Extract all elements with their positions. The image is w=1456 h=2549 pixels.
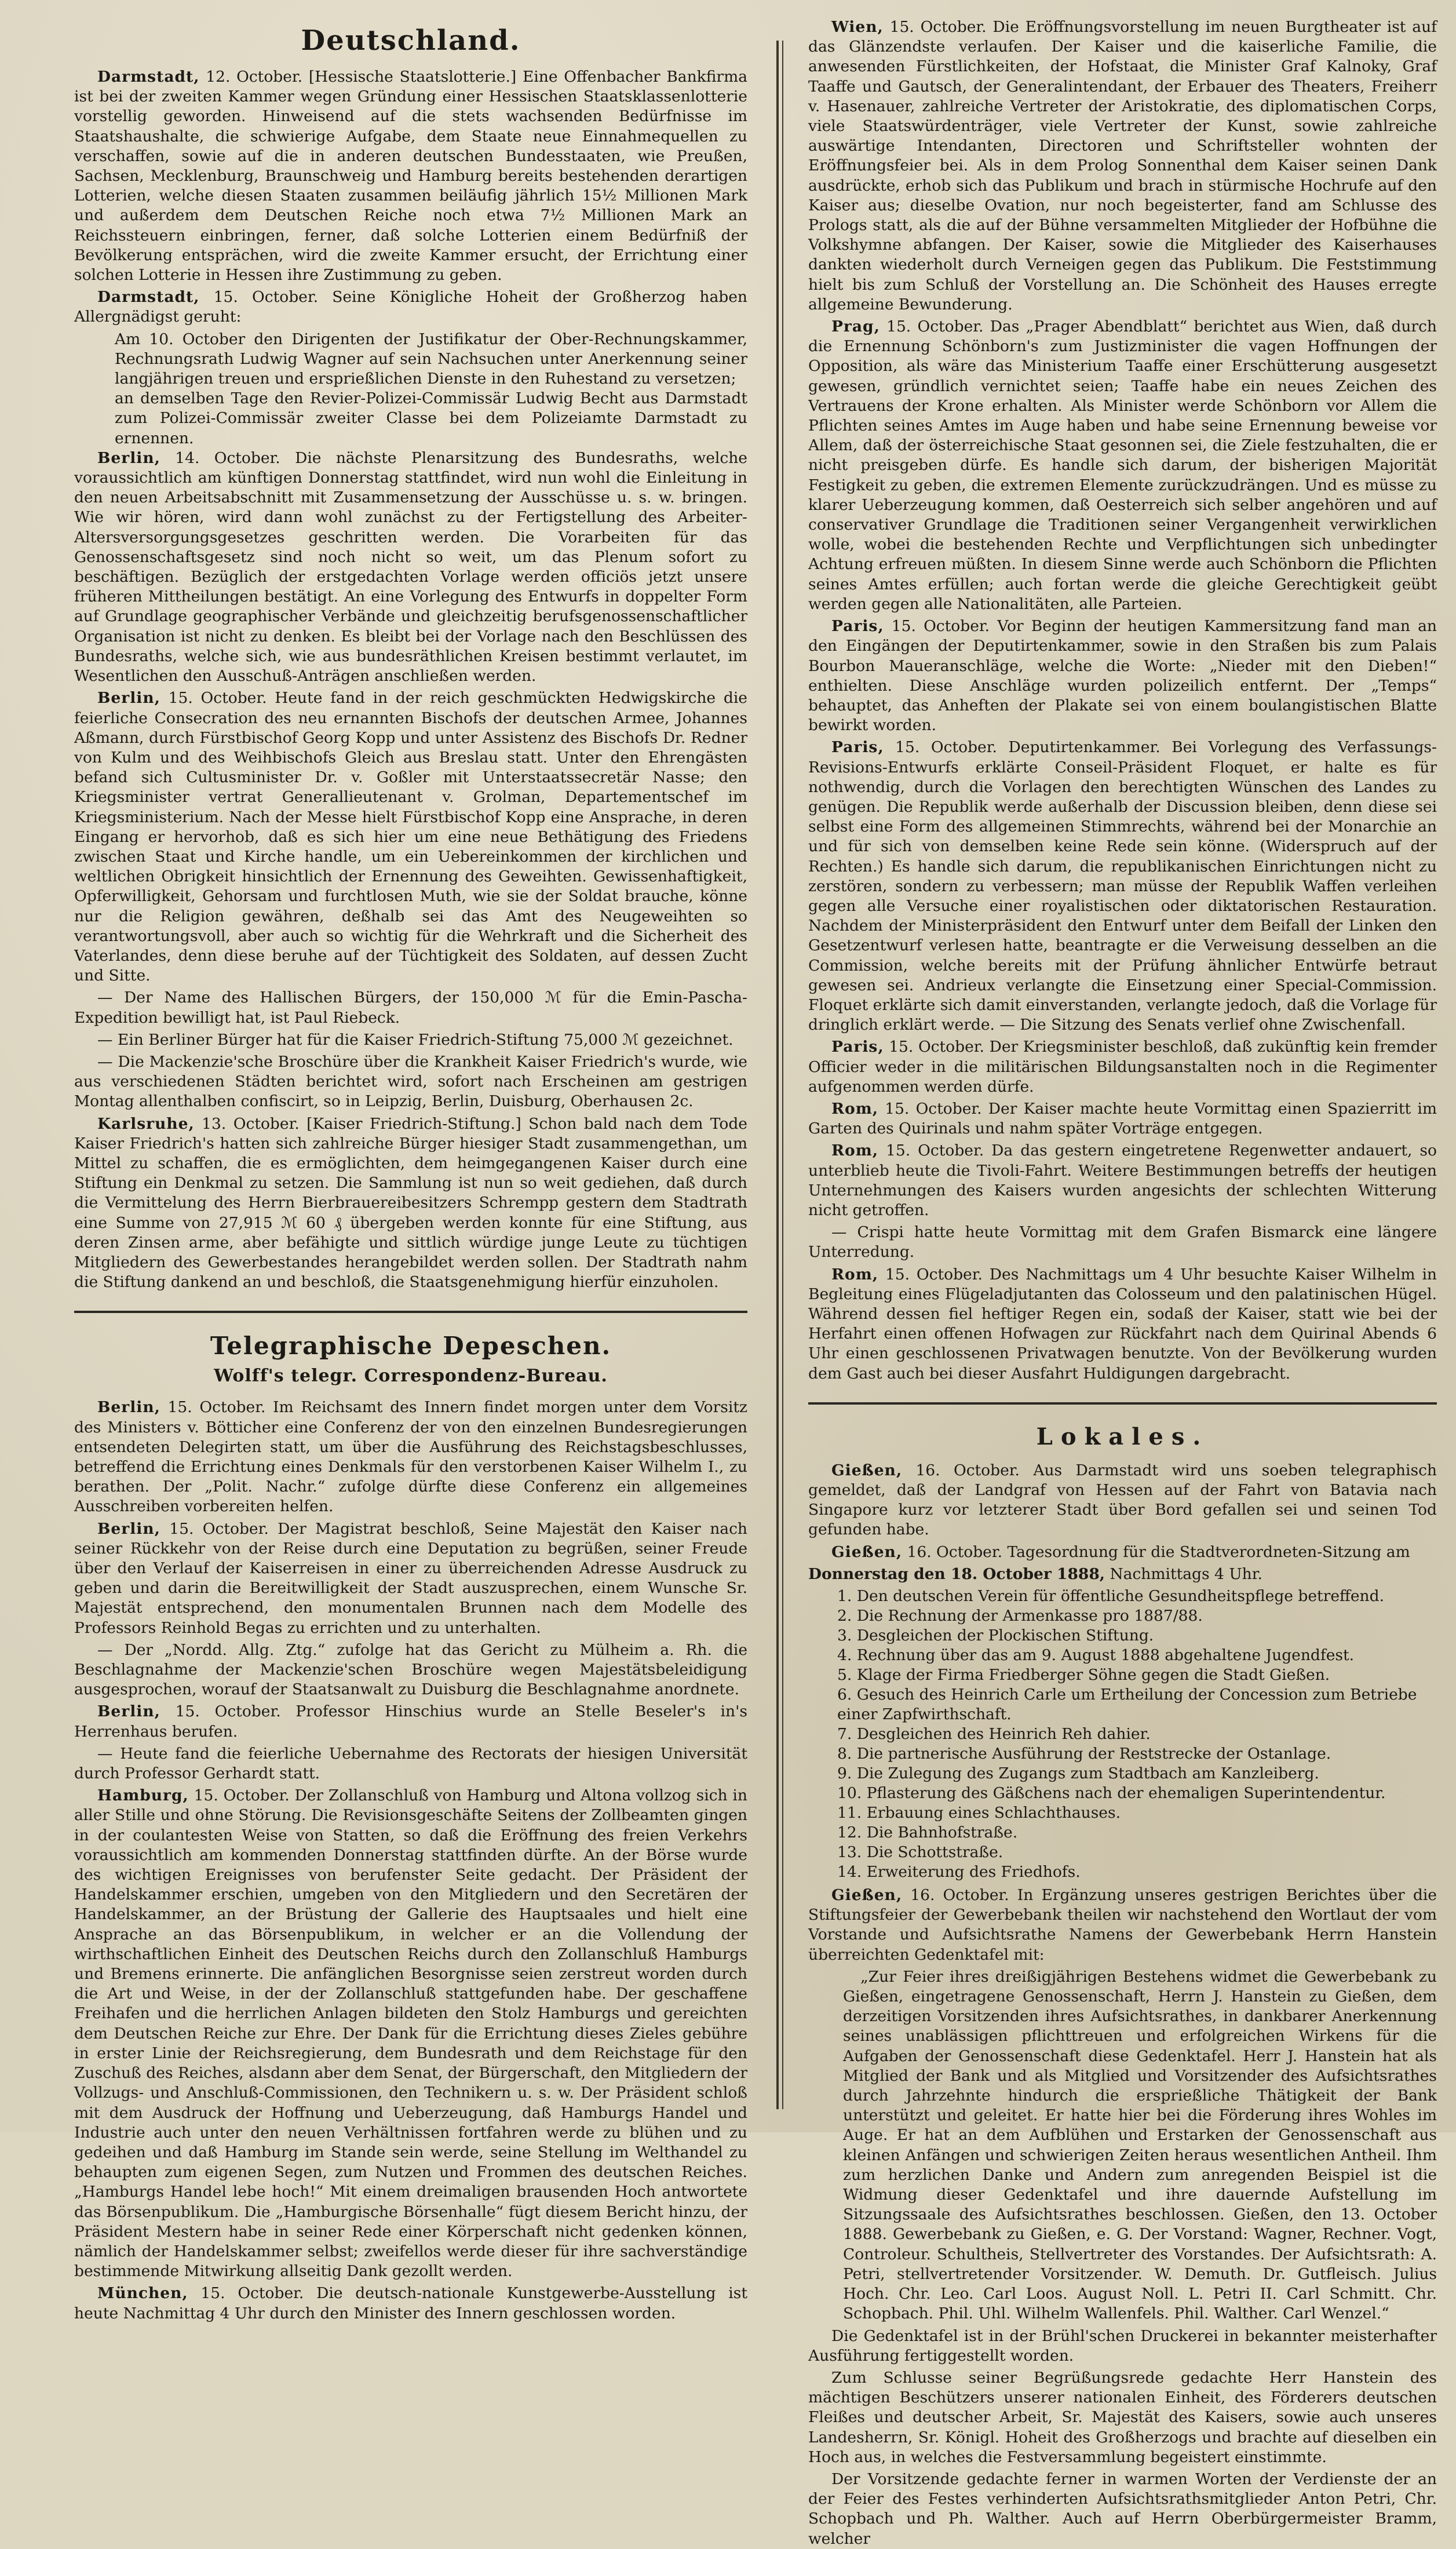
- depesche-article: [74, 1702, 747, 1741]
- article-dateline: Gießen,: [831, 1886, 903, 1905]
- article-text: 15. October. Der Kaiser machte heute Vormittag einen Spazierritt im Garten des Quirinals und nahm später Vorträge entgegen.: [808, 1099, 1437, 1138]
- article-dateline: Berlin,: [97, 1398, 160, 1417]
- agenda-item: 9. Die Zulegung des Zugangs zum Stadtbach am Kanzleiberg.: [837, 1764, 1319, 1783]
- depesche-article: [74, 1786, 747, 2281]
- article-dateline: Gießen,: [831, 1542, 903, 1561]
- section-subtitle-wolff: Wolff's telegr. Correspondenz-Bureau.: [214, 1366, 608, 1387]
- left-column: [74, 17, 747, 2322]
- article-text: 15. October. Die deutsch-nationale Kunstgewerbe-Ausstellung ist heute Nachmittag 4 Uhr durch den Minister des Innern geschlossen worden.: [74, 2284, 747, 2322]
- article-text: 15. October. Der Magistrat beschloß, Seine Majestät den Kaiser nach seiner Rückkehr von der Reise durch eine Deputation zu begrüßen, seiner Freude über den Verlauf der Kaiserreisen in einer zu überreichenden Adresse Ausdruck zu geben und darin die Bereitwilligkeit der Stadt auszusprechen, einem Wunsche Sr. Majestät entsprechend, den monumentalen Brunnen nach dem Modelle des Professors Reinhold Begas zu errichten und zu unterhalten.: [74, 1519, 747, 1637]
- depeschen-articles: [74, 1398, 747, 2323]
- article-text: 12. October. [Hessische Staatslotterie.] Eine Offenbacher Bankfirma ist bei der zweiten Kammer wegen Gründung einer Hessischen Staatsklassenlotterie vorstellig geworden. Hinweisend auf die stets wachsenden Bedürfnisse im Staatshaushalte, die schwierige Aufgabe, dem Staate neue Einnahmequellen zu verschaffen, sowie auf die in anderen deutschen Bundesstaaten, wie Preußen, Sachsen, Mecklenburg, Braunschweig und Hamburg bereits bestehenden derartigen Lotterien, welche diesen Staaten zusammen beiläufig jährlich 15½ Millionen Mark und außerdem dem Deutschen Reiche noch etwa 7½ Millionen Mark an Reichssteuern einbringen, ferner, daß solche Lotterien einem Bedürfniß der Bevölkerung entsprächen, wird die zweite Kammer ersucht, der Errichtung einer solchen Lotterie in Hessen ihre Zustimmung zu geben.: [74, 68, 747, 285]
- article-text: „Zur Feier ihres dreißigjährigen Bestehens widmet die Gewerbebank zu Gießen, eingetragene Genossenschaft, Herrn J. Hanstein zu Gießen, dem derzeitigen Vorsitzenden ihres Aufsichtsrathes, in dankbarer Anerkennung seines unablässigen pflichttreuen und erfolgreichen Wirkens für die Aufgaben der Genossenschaft diese Gedenktafel. Herr J. Hanstein hat als Mitglied der Bank und als Mitglied und Vorsitzender des Aufsichtsrathes durch Jahrzehnte hindurch die ersprießliche Thätigkeit der Bank unterstützt und geleitet. Er hatte hier bei die Förderung ihres Wohles im Auge. Er hat an dem Aufblühen und Erstarken der Genossenschaft aus kleinen Anfängen und schwierigen Zeiten heraus wesentlichen Antheil. Ihm zum herzlichen Danke und Andern zum anregenden Beispiel ist die Widmung dieser Gedenktafel und ihre dauernde Aufstellung im Sitzungssaale des Aufsichtsrathes beschlossen. Gießen, den 13. October 1888. Gewerbebank zu Gießen, e. G. Der Vorstand: Wagner, Rechner. Vogt, Controleur. Schultheis, Stellvertreter des Vorstandes. Der Aufsichtsrath: A. Petri, stellvertretender Vorsitzender. W. Demuth. Dr. Gutfleisch. Julius Hoch. Chr. Leo. Carl Loos. August Noll. L. Petri II. Carl Schmitt. Chr. Schopbach. Phil. Uhl. Wilhelm Wallenfels. Phil. Walther. Carl Wenzel.“: [843, 1967, 1437, 2323]
- agenda-item: 7. Desgleichen des Heinrich Reh dahier.: [837, 1725, 1151, 1744]
- deutschland-article: [74, 1052, 747, 1112]
- deutschland-article: [74, 330, 747, 389]
- foreign-article: [808, 317, 1437, 614]
- article-text: — Heute fand die feierliche Uebernahme des Rectorats der hiesigen Universität durch Professor Gerhardt statt.: [74, 1744, 747, 1783]
- local-news-articles: [808, 1461, 1437, 1562]
- deutschland-article: [74, 389, 747, 448]
- article-dateline: Prag,: [831, 318, 880, 336]
- article-dateline: Wien,: [831, 18, 884, 36]
- article-text: — Der „Nordd. Allg. Ztg.“ zufolge hat das Gericht zu Mülheim a. Rh. die Beschlagnahme der Mackenzie'schen Broschüre wegen Majestätsbeleidigung ausgesprochen, worauf der Staatsanwalt zu Duisburg die Beschlagnahme anordnete.: [74, 1640, 747, 1699]
- article-text: Am 10. October den Dirigenten der Justifikatur der Ober-Rechnungskammer, Rechnungsrath Ludwig Wagner auf sein Nachsuchen unter Anerkennung seiner langjährigen treuen und ersprießlichen Dienste in den Ruhestand zu versetzen;: [115, 330, 747, 388]
- depesche-article: [74, 1398, 747, 1516]
- local-article: [808, 1542, 1437, 1562]
- agenda-time: Nachmittags 4 Uhr.: [1110, 1565, 1262, 1583]
- agenda-item: 5. Klage der Firma Friedberger Söhne gegen die Stadt Gießen.: [837, 1666, 1330, 1684]
- article-text: — Ein Berliner Bürger hat für die Kaiser Friedrich-Stiftung 75,000 ℳ gezeichnet.: [97, 1030, 734, 1049]
- deutschland-articles: [74, 67, 747, 1292]
- agenda-item: 14. Erweiterung des Friedhofs.: [837, 1863, 1081, 1881]
- article-dateline: Paris,: [831, 1038, 884, 1056]
- depesche-article: [74, 1744, 747, 1784]
- section-title-deutschland: Deutschland.: [301, 24, 521, 57]
- article-dateline: Darmstadt,: [97, 68, 200, 86]
- article-dateline: Rom,: [831, 1099, 878, 1118]
- article-text: — Crispi hatte heute Vormittag mit dem Grafen Bismarck eine längere Unterredung.: [808, 1223, 1437, 1261]
- foreign-article: [808, 1265, 1437, 1384]
- column-divider-thin: [782, 41, 783, 2109]
- gewerbebank-article: [808, 2470, 1437, 2549]
- foreign-article: [808, 1099, 1437, 1139]
- article-dateline: Berlin,: [97, 1702, 160, 1721]
- agenda-item: 10. Pflasterung des Gäßchens nach der ehemaligen Superintendentur.: [837, 1784, 1386, 1803]
- article-dateline: Rom,: [831, 1142, 878, 1160]
- deutschland-article: [74, 1030, 747, 1050]
- deutschland-article: [74, 67, 747, 285]
- article-text: 15. October. Des Nachmittags um 4 Uhr besuchte Kaiser Wilhelm in Begleitung eines Flügeladjutanten das Colosseum und den palatinischen Hügel. Während dessen fiel heftiger Regen ein, sodaß der Kaiser, statt wie bei der Herfahrt einen offenen Hofwagen zur Rückfahrt nach dem Quirinal Abends 6 Uhr einen geschlossenen Privatwagen benutzte. Von der Bevölkerung wurden dem Gast auch bei dieser Ausfahrt Huldigungen dargebracht.: [808, 1265, 1437, 1383]
- article-text: 14. October. Die nächste Plenarsitzung des Bundesraths, welche voraussichtlich am künftigen Donnerstag stattfindet, wird nun wohl die Einleitung in den neuen Arbeitsabschnitt mit Zusammensetzung der Ausschüsse u. s. w. bringen. Wie wir hören, wird dann wohl zunächst zu der Fertigstellung des Arbeiter-Altersversorgungsgesetzes geschritten werden. Die Vorarbeiten für das Genossenschaftsgesetz sind noch nicht so weit, um das Plenum sofort zu beschäftigen. Bezüglich der erstgedachten Vorlage werden officiös jetzt unsere früheren Mittheilungen bestätigt. An eine Vorlegung des Entwurfs in doppelter Form auf Grundlage geographischer Verbände und gleichzeitig berufsgenossenschaftlicher Organisation ist nicht zu denken. Es bleibt bei der Vorlage nach den Beschlüssen des Bundesraths, welche sich, wie aus bundesräthlichen Kreisen bestimmt verlautet, im Wesentlichen den Ausschuß-Anträgen anschließen werden.: [74, 448, 747, 685]
- agenda-item: 12. Die Bahnhofstraße.: [837, 1824, 1018, 1842]
- column-divider: [776, 41, 779, 2109]
- article-text: 15. October. Deputirtenkammer. Bei Vorlegung des Verfassungs-Revisions-Entwurfs erklärte Conseil-Präsident Floquet, er halte es für nothwendig, durch die Vorlagen den berechtigten Wünschen des Landes zu genügen. Die Republik werde außerhalb der Discussion bleiben, denn diese sei selbst eine Form des allgemeinen Stimmrechts, während bei der Monarchie an und für sich von demselben keine Rede sein könne. (Widerspruch auf der Rechten.) Es handle sich darum, die republikanischen Einrichtungen nicht zu zerstören, sondern zu verbessern; man müsse der Republik Waffen verleihen gegen alle Versuche einer royalistischen oder diktatorischen Restauration. Nachdem der Ministerpräsident den Entwurf unter dem Beifall der Linken den Gesetzentwurf verlesen hatte, beantragte er die Verweisung desselben an die Commission, welche bereits mit der Prüfung ähnlicher Entwürfe betraut gewesen sei. Andrieux verlangte die Einsetzung einer Special-Commission. Floquet erklärte sich damit einverstanden, verlangte jedoch, daß die Vorlage für dringlich erklärt werde. — Die Sitzung des Senats verlief ohne Zwischenfall.: [808, 738, 1437, 1034]
- agenda-item: 3. Desgleichen der Plockischen Stiftung.: [837, 1627, 1154, 1645]
- foreign-article: [808, 17, 1437, 315]
- gewerbebank-article: [808, 2326, 1437, 2366]
- right-column: [808, 17, 1437, 2548]
- article-dateline: Rom,: [831, 1265, 878, 1283]
- foreign-news-articles: [808, 17, 1437, 1384]
- section-separator: [74, 1311, 747, 1313]
- section-title-lokales: Lokales.: [1036, 1423, 1209, 1450]
- deutschland-article: [74, 287, 747, 327]
- article-dateline: Darmstadt,: [97, 288, 200, 307]
- article-dateline: Berlin,: [97, 689, 160, 708]
- agenda-item: 2. Die Rechnung der Armenkasse pro 1887/88.: [837, 1607, 1203, 1625]
- article-dateline: München,: [97, 2284, 188, 2303]
- agenda-date: Donnerstag den 18. October 1888,: [808, 1565, 1105, 1583]
- agenda-item: 11. Erbauung eines Schlachthauses.: [837, 1804, 1121, 1822]
- article-dateline: Gießen,: [831, 1461, 903, 1479]
- article-text: 15. October. Der Zollanschluß von Hamburg und Altona vollzog sich in aller Stille und ohne Störung. Die Revisionsgeschäfte Seitens der Zollbeamten gingen in der coulantesten Weise von Statten, so daß die Eröffnung des freien Verkehrs voraussichtlich am kommenden Donnerstag stattfinden dürfte. An der Börse wurde des wichtigen Ereignisses von berufenster Seite gedacht. Der Präsident der Handelskammer erschien, umgeben von den Mitgliedern und den Secretären der Handelskammer, an der Brüstung der Gallerie des Hauptsaales und hielt eine Ansprache an das Börsenpublikum, in welcher er an die Vollendung der wirthschaftlichen Einheit des Deutschen Reichs durch den Zollanschluß Hamburgs und Bremens erinnerte. Die anfänglichen Besorgnisse seien zerstreut worden durch die Art und Weise, in der der Zollanschluß stattgefunden habe. Der geschaffene Freihafen und die herrlichen Anlagen bildeten den Stolz Hamburgs und gereichten dem Deutschen Reiche zur Ehre. Der Dank für die Errichtung dieses Zieles gebühre in erster Linie der Reichsregierung, dem Bundesrath und dem Reichstage für den Zuschuß des Reiches, alsdann aber dem Senat, der Bürgerschaft, den Mitgliedern der Vollzugs- und Anschluß-Commissionen, den Technikern u. s. w. Der Präsident schloß mit dem Ausdruck der Hoffnung und Ueberzeugung, daß Hamburgs Handel und Industrie auch unter den neuen Verhältnissen fortfahren werde zu blühen und zu gedeihen und daß Hamburg im Stande sein werde, seine Stellung im Welthandel zu behaupten zum eigenen Segen, zum Nutzen und Frommen des deutschen Reiches. „Hamburgs Handel lebe hoch!“ Mit einem dreimaligen brausenden Hoch antwortete das Börsenpublikum. Die „Hamburgische Börsenhalle“ fügt diesem Bericht hinzu, der Präsident Mestern habe in seiner Rede einer Körperschaft nicht gedenken können, nämlich der Handelskammer selbst; zweifellos werde dieser für ihre sachverständige bestimmende Mitwirkung allseitig Dank gezollt werden.: [74, 1786, 747, 2281]
- article-text: Der Vorsitzende gedachte ferner in warmen Worten der Verdienste der an der Feier des Festes verhinderten Aufsichtsrathsmitglieder Anton Petri, Chr. Schopbach und Ph. Walther. Auch auf Herrn Oberbürgermeister Bramm, welcher: [808, 2470, 1437, 2548]
- agenda-item: 6. Gesuch des Heinrich Carle um Ertheilung der Concession zum Betriebe einer Zapfwirthschaft.: [837, 1686, 1417, 1724]
- section-separator: [808, 1402, 1437, 1405]
- agenda-list: [808, 1587, 1437, 1882]
- article-text: 15. October. Professor Hinschius wurde an Stelle Beseler's in's Herrenhaus berufen.: [74, 1702, 747, 1741]
- depesche-article: [74, 1519, 747, 1638]
- article-text: 16. October. Tagesordnung für die Stadtverordneten-Sitzung am: [907, 1542, 1410, 1561]
- article-text: 15. October. Der Kriegsminister beschloß, daß zukünftig kein fremder Officier weder in die militärischen Bildungsanstalten noch in die Regimenter aufgenommen werden dürfe.: [808, 1038, 1437, 1096]
- depesche-article: [74, 2284, 747, 2323]
- article-dateline: Paris,: [831, 738, 884, 757]
- deutschland-article: [74, 688, 747, 986]
- article-dateline: Hamburg,: [97, 1786, 189, 1805]
- gewerbebank-article: [808, 2368, 1437, 2467]
- gewerbebank-article: [808, 1967, 1437, 2324]
- article-text: 15. October. Da das gestern eingetretene Regenwetter andauert, so unterblieb heute die Tivoli-Fahrt. Weitere Bestimmungen betreffs der heutigen Unternehmungen des Kaisers wurden angesichts der schlechten Witterung nicht getroffen.: [808, 1142, 1437, 1219]
- article-text: Die Gedenktafel ist in der Brühl'schen Druckerei in bekannter meisterhafter Ausführung fertiggestellt worden.: [808, 2326, 1437, 2365]
- article-text: 13. October. [Kaiser Friedrich-Stiftung.] Schon bald nach dem Tode Kaiser Friedrich's hatten sich zahlreiche Bürger hiesiger Stadt zusammengethan, um Mittel zu schaffen, die es ermöglichten, dem heimgegangenen Kaiser durch eine Stiftung ein Denkmal zu setzen. Die Sammlung ist nun so weit gediehen, daß durch die Vermittelung des Herrn Bierbrauereibesitzers Schrempp gestern dem Stadtrath eine Summe von 27,915 ℳ 60 ₰ übergeben werden konnte für eine Stiftung, aus deren Zinsen arme, aber befähigte und sittlich würdige junge Leute zu tüchtigen Mitgliedern des Gewerbestandes herangebildet werden sollen. Der Stadtrath nahm die Stiftung dankend an und beschloß, die Staatsgenehmigung hierfür einzuholen.: [74, 1114, 747, 1292]
- article-dateline: Berlin,: [97, 1519, 160, 1538]
- foreign-article: [808, 617, 1437, 735]
- article-text: 16. October. Aus Darmstadt wird uns soeben telegraphisch gemeldet, daß der Landgraf von Hessen auf der Fahrt von Batavia nach Singapore kurz vor letzterer Stadt über Bord gefallen sei und seinen Tod gefunden habe.: [808, 1461, 1437, 1539]
- local-article: [808, 1461, 1437, 1540]
- section-title-telegraphische-depeschen: Telegraphische Depeschen.: [210, 1332, 612, 1361]
- deutschland-article: [74, 988, 747, 1027]
- gewerbebank-article: [808, 1886, 1437, 1965]
- article-text: — Der Name des Hallischen Bürgers, der 150,000 ℳ für die Emin-Pascha-Expedition bewilligt hat, ist Paul Riebeck.: [74, 989, 747, 1027]
- agenda-item: 1. Den deutschen Verein für öffentliche Gesundheitspflege betreffend.: [837, 1587, 1385, 1606]
- foreign-article: [808, 1141, 1437, 1220]
- article-text: an demselben Tage den Revier-Polizei-Commissär Ludwig Becht aus Darmstadt zum Polizei-Commissär zweiter Classe bei dem Polizeiamte Darmstadt zu ernennen.: [115, 389, 747, 447]
- agenda-heading: [808, 1565, 1437, 1584]
- foreign-article: [808, 1223, 1437, 1262]
- article-text: 15. October. Die Eröffnungsvorstellung im neuen Burgtheater ist auf das Glänzendste verlaufen. Der Kaiser und die kaiserliche Familie, die anwesenden Fürstlichkeiten, der Hofstaat, die Minister Graf Kalnoky, Graf Taaffe und Gautsch, der Generalintendant, der Erbauer des Theaters, Freiherr v. Hasenauer, zahlreiche Vertreter der Aristokratie, des diplomatischen Corps, viele Staatswürdenträger, viele Vertreter der Kunst, sowie zahlreiche auswärtige Intendanten, Directoren und Schriftsteller wohnten der Eröffnungsfeier bei. Als in dem Prolog Sonnenthal dem Kaiser seinen Dank ausdrückte, erhob sich das Publikum und brach in stürmische Hochrufe auf den Kaiser aus; dieselbe Ovation, nur noch begeisterter, fand am Schlusse des Prologs statt, als die auf der Bühne versammelten Mitglieder der Hofbühne die Volkshymne abfangen. Der Kaiser, sowie die Mitglieder des Kaiserhauses dankten wiederholt durch Verneigen gegen das Publikum. Die Feststimmung hielt bis zum Schluß der Vorstellung an. Die Schönheit des Hauses erregte allgemeine Bewunderung.: [808, 18, 1437, 313]
- agenda-item: 13. Die Schottstraße.: [837, 1843, 1003, 1862]
- deutschland-article: [74, 1114, 747, 1293]
- article-text: 15. October. Heute fand in der reich geschmückten Hedwigskirche die feierliche Consecration des neu ernannten Bischofs der deutschen Armee, Johannes Aßmann, durch Fürstbischof Georg Kopp und unter Assistenz des Bischofs Dr. Redner von Kulm und des Weihbischofs Gleich aus Breslau statt. Unter den Ehrengästen befand sich Cultusminister Dr. v. Goßler mit Unterstaatssecretär Nasse; den Kriegsminister vertrat Generallieutenant v. Grolman, Departementschef im Kriegsministerium. Nach der Messe hielt Fürstbischof Kopp eine Ansprache, in deren Eingang er hervorhob, daß es sich hier um eine neue Bethätigung des Friedens zwischen Staat und Kirche handle, um ein Uebereinkommen der kirchlichen und weltlichen Obrigkeit hinsichtlich der Ernennung des Geweihten. Gewissenhaftigkeit, Opferwilligkeit, Gehorsam und furchtlosen Muth, wie sie der Soldat brauche, könne nur die Religion gewähren, deßhalb sei das Amt des Neugeweihten so verantwortungsvoll, aber auch so wichtig für die Wehrkraft und die Sicherheit des Vaterlandes, denn diese beruhe auf der Tüchtigkeit des Soldaten, auf dessen Zucht und Sitte.: [74, 689, 747, 985]
- article-text: 15. October. Im Reichsamt des Innern findet morgen unter dem Vorsitz des Ministers v. Bötticher eine Conferenz der von den einzelnen Bundesregierungen entsendeten Delegirten statt, um über die Ausführung des Reichstagsbeschlusses, betreffend die Errichtung eines Denkmals für den verstorbenen Kaiser Wilhelm I., zu berathen. Der „Polit. Nachr.“ zufolge dürfte diese Conferenz ein allgemeines Ausschreiben vorbereiten helfen.: [74, 1398, 747, 1516]
- agenda-item: 4. Rechnung über das am 9. August 1888 abgehaltene Jugendfest.: [837, 1646, 1355, 1665]
- article-dateline: Karlsruhe,: [97, 1114, 195, 1133]
- foreign-article: [808, 1037, 1437, 1097]
- article-text: — Die Mackenzie'sche Broschüre über die Krankheit Kaiser Friedrich's wurde, wie aus verschiedenen Städten berichtet wird, sofort nach Erscheinen am gestrigen Montag allenthalben confiscirt, so in Leipzig, Berlin, Duisburg, Oberhausen 2c.: [74, 1052, 747, 1111]
- article-text: Zum Schlusse seiner Begrüßungsrede gedachte Herr Hanstein des mächtigen Beschützers unserer nationalen Einheit, des Förderers deutschen Fleißes und deutscher Arbeit, Sr. Majestät des Kaisers, sowie auch unseres Landesherrn, Sr. Königl. Hoheit des Großherzogs und brachte auf dieselben ein Hoch aus, in welches die Festversammlung begeistert einstimmte.: [808, 2368, 1437, 2466]
- agenda-item: 8. Die partnerische Ausführung der Reststrecke der Ostanlage.: [837, 1745, 1331, 1763]
- depesche-article: [74, 1640, 747, 1700]
- article-dateline: Berlin,: [97, 448, 160, 467]
- article-dateline: Paris,: [831, 617, 884, 636]
- article-text: 15. October. Seine Königliche Hoheit der Großherzog haben Allergnädigst geruht:: [74, 288, 747, 326]
- article-text: 15. October. Vor Beginn der heutigen Kammersitzung fand man an den Eingängen der Deputirtenkammer, sowie in den Straßen bis zum Palais Bourbon Maueranschläge, welche die Worte: „Nieder mit den Dieben!“ enthielten. Diese Anschläge wurden polizeilich entfernt. Der „Temps“ behauptet, das Anheften der Plakate sei von einem boulangistischen Blatte bewirkt worden.: [808, 617, 1437, 735]
- article-text: 16. October. In Ergänzung unseres gestrigen Berichtes über die Stiftungsfeier der Gewerbebank theilen wir nachstehend den Wortlaut der vom Vorstande und Aufsichtsrathe Namens der Gewerbebank Herrn Hanstein überreichten Gedenktafel mit:: [808, 1886, 1437, 1964]
- gewerbebank-articles: [808, 1886, 1437, 2549]
- article-text: 15. October. Das „Prager Abendblatt“ berichtet aus Wien, daß durch die Ernennung Schönborn's zum Justizminister die vagen Hoffnungen der Opposition, als wäre das Ministerium Taaffe einer Erschütterung ausgesetzt gewesen, gründlich vernichtet seien; Taaffe habe ein neues Zeichen des Vertrauens der Krone erhalten. Als Minister werde Schönborn vor Allem die Pflichten seines Amtes im Auge haben und habe seine Ernennung beweise vor Allem, daß der österreichische Staat gesonnen sei, die Ziele festzuhalten, die er nicht preisgeben dürfe. Es handle sich darum, der bisherigen Majorität Festigkeit zu geben, die extremen Elemente zurückzudrängen. Und es müsse zu klarer Ueberzeugung kommen, daß Oesterreich sich selber angehören und auf conservativer Grundlage die Traditionen seiner Vergangenheit verwirklichen wolle, wobei die bestehenden Rechte und Verpflichtungen sich unbedingter Achtung erfreuen müßten. In diesem Sinne werde auch Schönborn die Pflichten seines Amtes erfüllen; auch fortan werde die gleiche Gerechtigkeit geübt werden gegen alle Nationalitäten, alle Parteien.: [808, 318, 1437, 613]
- deutschland-article: [74, 448, 747, 686]
- foreign-article: [808, 738, 1437, 1035]
